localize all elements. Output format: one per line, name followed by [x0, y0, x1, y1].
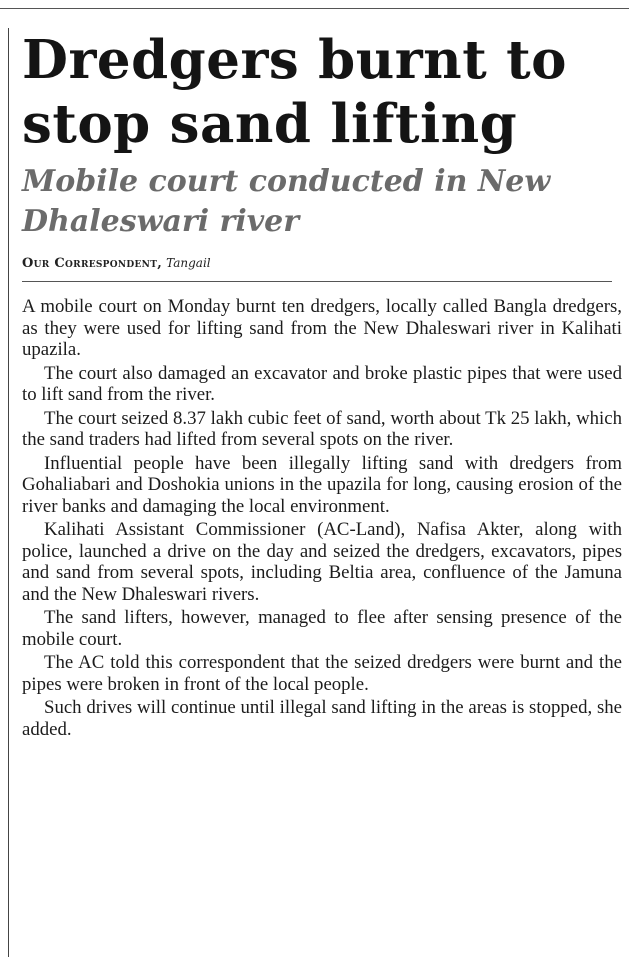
article-paragraph: The sand lifters, however, managed to flee after sensing presence of the mobile court. — [22, 607, 622, 650]
left-column-rule — [8, 28, 9, 957]
article-body — [22, 296, 622, 740]
article-subheadline: Mobile court conducted in New Dhaleswari river — [22, 164, 551, 239]
article-paragraph: The AC told this correspondent that the seized dredgers were burnt and the pipes were broken in front of the local people. — [22, 652, 622, 695]
article-headline: Dredgers burnt to stop sand lifting — [22, 29, 567, 155]
byline-correspondent: Our Correspondent, — [22, 256, 163, 271]
article-paragraph: A mobile court on Monday burnt ten dredgers, locally called Bangla dredgers, as they were used for lifting sand from the New Dhaleswari river in Kalihati upazila. — [22, 296, 622, 360]
news-article — [22, 28, 622, 742]
article-paragraph: Influential people have been illegally lifting sand with dredgers from Gohaliabari and Doshokia unions in the upazila for long, causing erosion of the river banks and damaging the local environment. — [22, 452, 622, 517]
top-border-rule — [0, 8, 629, 9]
byline — [22, 254, 616, 273]
article-paragraph: The court seized 8.37 lakh cubic feet of sand, worth about Tk 25 lakh, which the sand traders had lifted from several spots on the river. — [22, 407, 622, 450]
byline-divider — [22, 281, 612, 282]
byline-location: Tangail — [166, 256, 211, 270]
article-paragraph: The court also damaged an excavator and broke plastic pipes that were used to lift sand from the river. — [22, 362, 622, 405]
article-paragraph: Such drives will continue until illegal sand lifting in the areas is stopped, she added. — [22, 697, 622, 740]
article-paragraph: Kalihati Assistant Commissioner (AC-Land), Nafisa Akter, along with police, launched a drive on the day and seized the dredgers, excavators, pipes and sand from several spots, including Beltia area, confluence of the Jamuna and the New Dhaleswari rivers. — [22, 519, 622, 605]
